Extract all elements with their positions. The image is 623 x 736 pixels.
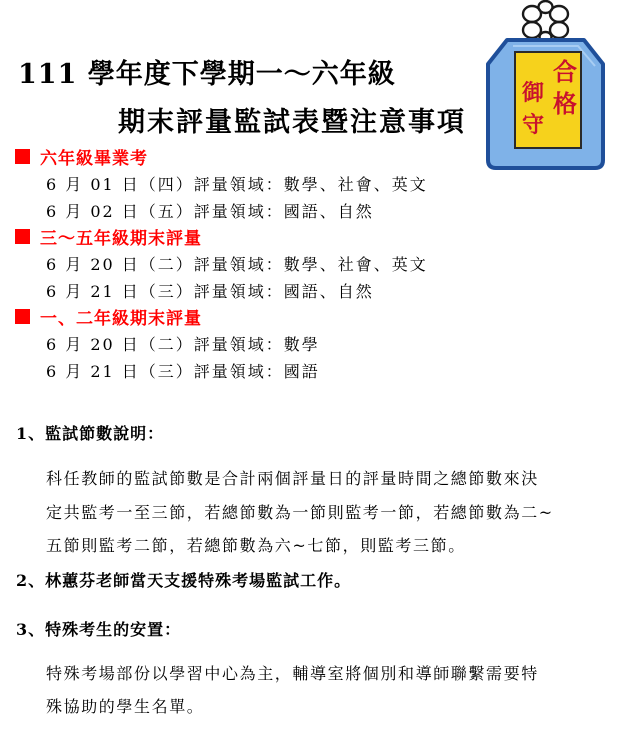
schedule-row: 6 月 20 日（二）評量領域：數學 [46, 335, 320, 354]
document-title-line1: 111 學年度下學期一～六年級 [18, 59, 396, 90]
amulet-knot [523, 1, 568, 42]
note-1-line: 五節則監考二節，若總節數為六~七節，則監考三節。 [46, 536, 466, 555]
red-square-bullet-icon [15, 309, 30, 324]
schedule-row: 6 月 20 日（二）評量領域：數學、社會、英文 [46, 255, 428, 274]
amulet-char-2: 格 [553, 89, 577, 118]
note-1-line: 定共監考一至三節，若總節數為一節則監考一節，若總節數為二~ [46, 503, 554, 522]
schedule-row: 6 月 21 日（三）評量領域：國語、自然 [46, 282, 374, 301]
amulet-char-1: 合 [553, 57, 577, 86]
note-heading-1: 1、監試節數說明： [16, 424, 165, 443]
document-title-line2: 期末評量監試表暨注意事項 [118, 107, 466, 138]
note-3-line: 殊協助的學生名單。 [46, 697, 205, 716]
section-heading-grade3-5: 三～五年級期末評量 [15, 226, 202, 246]
note-3-line: 特殊考場部份以學習中心為主，輔導室將個別和導師聯繫需要特 [46, 664, 539, 683]
note-heading-3: 3、特殊考生的安置： [16, 620, 182, 639]
note-heading-2: 2、林蕙芬老師當天支援特殊考場監試工作。 [16, 571, 352, 590]
amulet-char-3: 御 [521, 80, 545, 106]
amulet-char-4: 守 [521, 112, 545, 138]
omamori-amulet-icon [483, 0, 608, 172]
red-square-bullet-icon [15, 149, 30, 164]
schedule-row: 6 月 21 日（三）評量領域：國語 [46, 362, 320, 381]
red-square-bullet-icon [15, 229, 30, 244]
schedule-row: 6 月 01 日（四）評量領域：數學、社會、英文 [46, 175, 428, 194]
schedule-row: 6 月 02 日（五）評量領域：國語、自然 [46, 202, 374, 221]
note-1-line: 科任教師的監試節數是合計兩個評量日的評量時間之總節數來決 [46, 469, 539, 488]
section-heading-grade1-2: 一、二年級期末評量 [15, 306, 202, 326]
section-heading-grade6: 六年級畢業考 [15, 146, 148, 166]
